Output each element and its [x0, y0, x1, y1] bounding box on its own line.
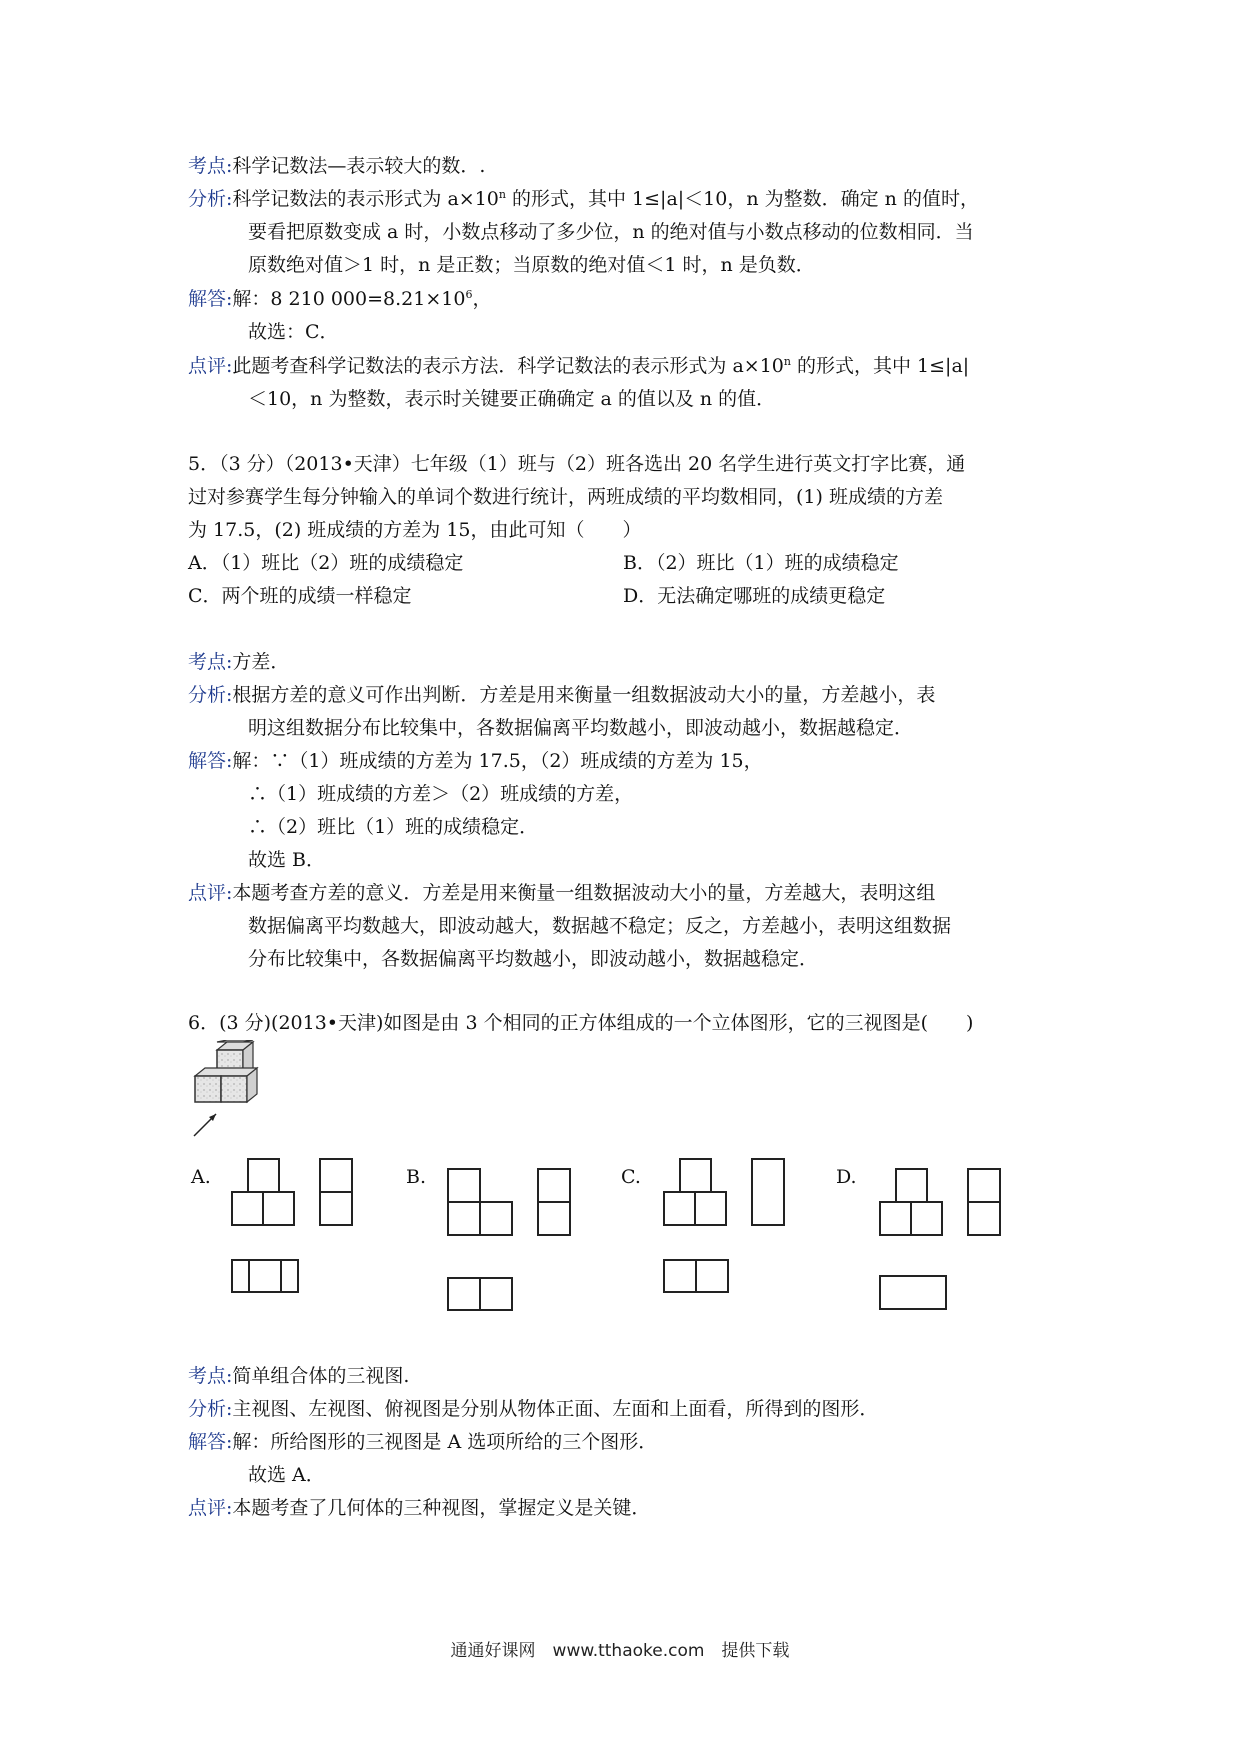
q5-dianping-line2: 数据偏离平均数越大，即波动越大，数据越不稳定；反之，方差越小，表明这组数据 [248, 915, 952, 937]
q6-option-a-views [228, 1158, 368, 1298]
q4-fenxi-line2: 要看把原数变成 a 时，小数点移动了多少位，n 的绝对值与小数点移动的位数相同．当 [248, 221, 974, 243]
q5-option-a: A．（1）班比（2）班的成绩稳定 [188, 552, 464, 574]
q6-option-c-views [660, 1158, 800, 1298]
q5-stem-line1: 5．（3 分）（2013•天津）七年级（1）班与（2）班各选出 20 名学生进行英文打字比赛，通 [188, 453, 966, 475]
q5-fenxi-line2: 明这组数据分布比较集中，各数据偏离平均数越小，即波动越小，数据越稳定． [248, 717, 914, 739]
q5-stem-line2: 过对参赛学生每分钟输入的单词个数进行统计，两班成绩的平均数相同，(1) 班成绩的方差 [188, 486, 943, 508]
q5-fenxi: 分析:根据方差的意义可作出判断．方差是用来衡量一组数据波动大小的量，方差越小，表 [188, 684, 936, 706]
q6-figure-label-a: A. [191, 1166, 211, 1188]
q6-option-d-views [876, 1168, 1016, 1318]
q6-jieda: 解答:解：所给图形的三视图是 A 选项所给的三个图形． [188, 1431, 658, 1453]
q4-fenxi: 分析:科学记数法的表示形式为 $a\times 10^n$ 的形式，其中 1≤|a|＜10，n 为整数．确定 n 的值时， [188, 188, 979, 210]
q6-stem: 6．(3 分)(2013•天津)如图是由 3 个相同的正方体组成的一个立体图形，它的三视图是( ) [188, 1012, 974, 1034]
q5-jieda-line2: ∴（1）班成绩的方差＞（2）班成绩的方差， [248, 783, 634, 805]
q6-figure-label-b: B. [406, 1166, 427, 1188]
page-footer: 通通好课网 www.tthaoke.com 提供下载 [450, 1641, 790, 1661]
q5-option-c: C．两个班的成绩一样稳定 [188, 585, 412, 607]
q4-dianping: 点评:此题考查科学记数法的表示方法．科学记数法的表示形式为 $a\times 10^n$ 的形式，其中 1≤|a| [188, 355, 970, 377]
q6-dianping: 点评:本题考查了几何体的三种视图，掌握定义是关键． [188, 1497, 651, 1519]
q4-fenxi-line3: 原数绝对值＞1 时，n 是正数；当原数的绝对值＜1 时，n 是负数． [248, 254, 815, 276]
q5-option-d: D．无法确定哪班的成绩更稳定 [623, 585, 886, 607]
q5-kaodian: 考点:方差． [188, 651, 290, 673]
q6-option-b-views [444, 1168, 584, 1318]
q4-kaodian: 考点:科学记数法—表示较大的数．. [188, 155, 486, 177]
q4-jieda: 解答:解：8 210 $000=8.21\times 10^6$， [188, 288, 492, 310]
q4-dianping-line2: ＜10，n 为整数，表示时关键要正确确定 a 的值以及 n 的值． [248, 388, 776, 410]
q5-dianping-line3: 分布比较集中，各数据偏离平均数越小，即波动越小，数据越稳定． [248, 948, 819, 970]
q5-option-b: B．（2）班比（1）班的成绩稳定 [623, 552, 899, 574]
q6-jieda-line2: 故选 A． [248, 1464, 325, 1486]
q6-figure-label-d: D. [836, 1166, 857, 1188]
q5-jieda-line4: 故选 B． [248, 849, 326, 871]
q5-stem-line3: 为 17.5，(2) 班成绩的方差为 15，由此可知（ ） [188, 519, 642, 541]
q5-jieda: 解答:解：∵（1）班成绩的方差为 17.5，（2）班成绩的方差为 15， [188, 750, 763, 772]
q6-fenxi: 分析:主视图、左视图、俯视图是分别从物体正面、左面和上面看，所得到的图形． [188, 1398, 879, 1420]
q5-dianping: 点评:本题考查方差的意义．方差是用来衡量一组数据波动大小的量，方差越大，表明这组 [188, 882, 936, 904]
q6-kaodian: 考点:简单组合体的三视图. [188, 1365, 410, 1387]
cube-solid-figure [190, 1040, 290, 1140]
q5-jieda-line3: ∴（2）班比（1）班的成绩稳定． [248, 816, 539, 838]
q6-figure-label-c: C. [621, 1166, 641, 1188]
q4-jieda-line2: 故选：C． [248, 321, 339, 343]
